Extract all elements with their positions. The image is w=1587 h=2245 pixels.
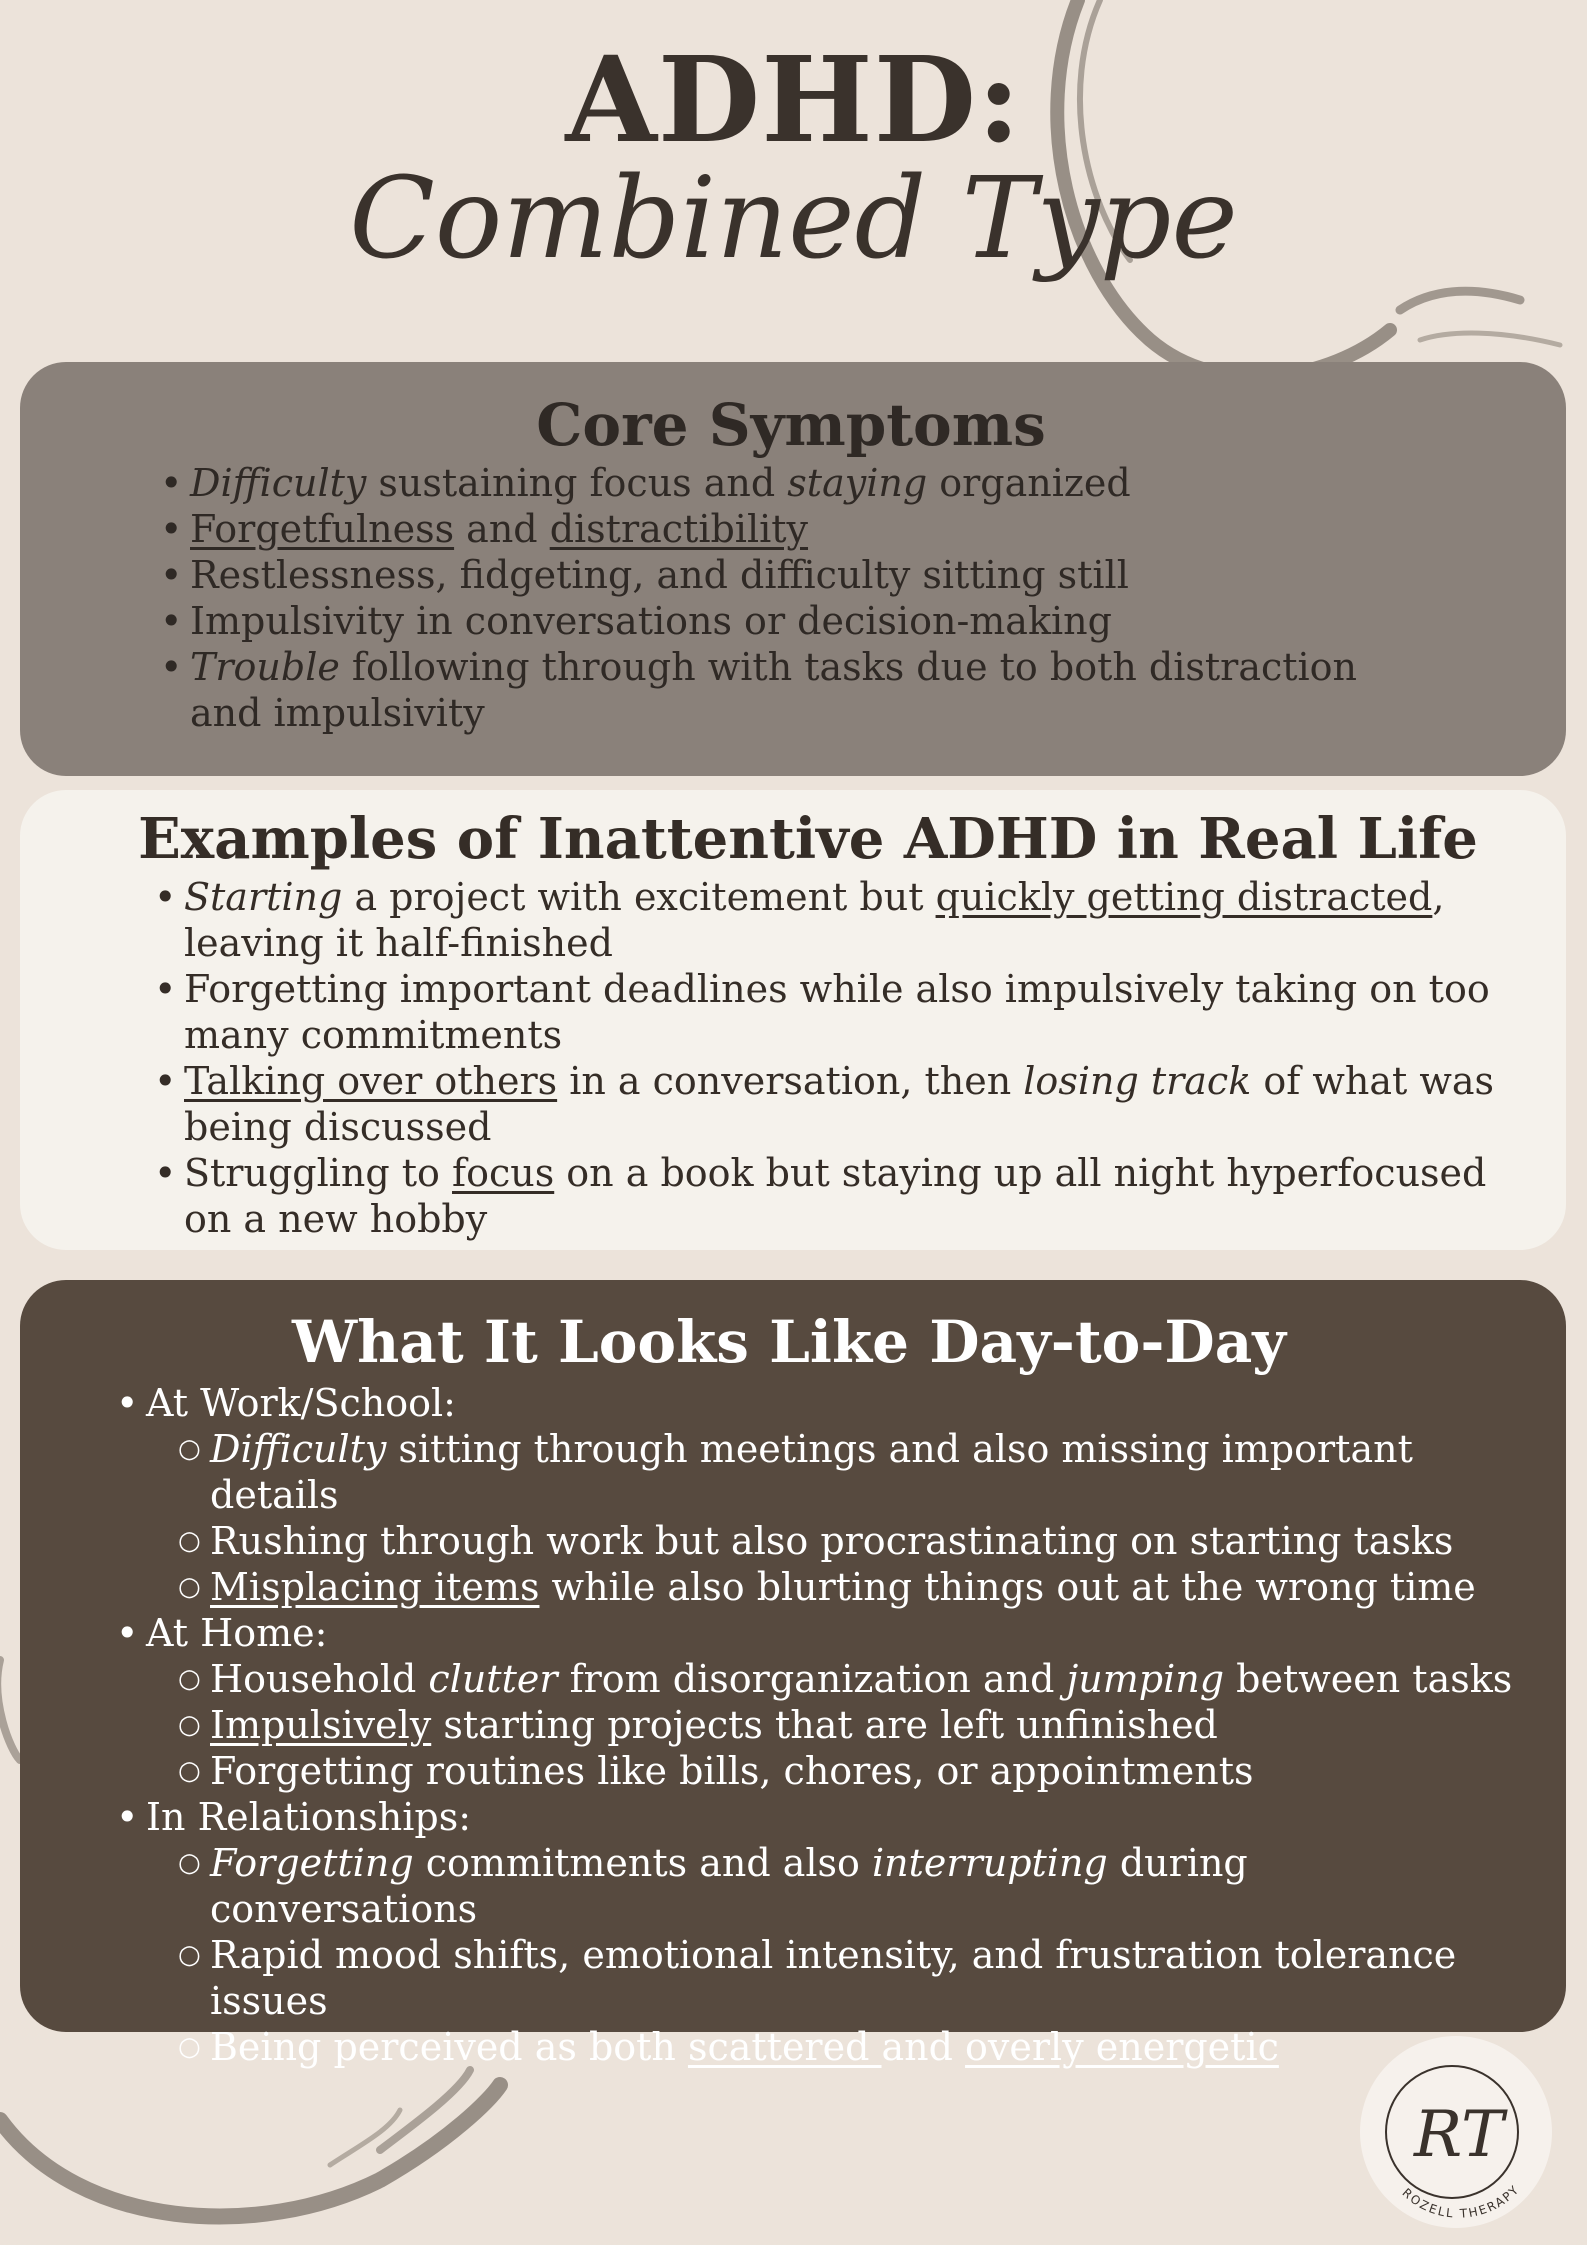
bullet: ○ <box>178 1940 201 1970</box>
item-text: Household <box>210 1657 429 1701</box>
bullet: ○ <box>178 1572 201 1602</box>
item-text: of what was being discussed <box>184 1059 1495 1149</box>
item-text: and <box>454 507 550 551</box>
underlined-text: focus <box>452 1151 555 1195</box>
core-symptoms-heading: Core Symptoms <box>536 391 1046 459</box>
italic-text: Difficulty <box>210 1427 387 1471</box>
item-text: organized <box>927 461 1131 505</box>
bullet: ○ <box>178 1434 201 1464</box>
item-text: starting projects that are left unfinished <box>431 1703 1218 1747</box>
section-relationships <box>112 1794 1526 2070</box>
logo-mark <box>1356 2032 1556 2232</box>
section-label: In Relationships: <box>146 1795 472 1839</box>
underlined-text: scattered <box>687 2025 882 2069</box>
item-text: from disorganization and <box>557 1657 1067 1701</box>
bullet: • <box>154 1059 177 1103</box>
list-item <box>112 1426 1526 1518</box>
bullet: ○ <box>178 1526 201 1556</box>
list-item <box>150 874 1496 966</box>
italic-text: Forgetting <box>210 1841 414 1885</box>
item-text: Rapid mood shifts, emotional intensity, and frustration tolerance issues <box>210 1933 1457 2023</box>
list-item <box>112 1518 1526 1564</box>
item-text: Impulsivity in conversations or decision-making <box>190 599 1112 643</box>
bullet: ○ <box>178 1756 201 1786</box>
section-label: At Work/School: <box>146 1381 456 1425</box>
item-text: Rushing through work but also procrastinating on starting tasks <box>210 1519 1454 1563</box>
core-symptoms-card <box>20 362 1566 776</box>
bullet: • <box>160 507 183 551</box>
examples-heading: Examples of Inattentive ADHD in Real Life <box>138 806 1478 872</box>
bullet: ○ <box>178 1664 201 1694</box>
home-list <box>112 1656 1526 1794</box>
rozell-therapy-logo <box>1356 2032 1556 2232</box>
bullet: • <box>116 1795 139 1839</box>
item-text: and <box>881 2025 966 2069</box>
item-text: following through with tasks due to both distraction and impulsivity <box>190 645 1358 735</box>
underlined-text: Misplacing items <box>210 1565 540 1609</box>
examples-card <box>20 790 1566 1250</box>
italic-text: Starting <box>184 875 343 919</box>
italic-text: interrupting <box>872 1841 1108 1885</box>
page-title <box>0 30 1587 284</box>
list-item <box>112 1840 1526 1932</box>
work-school-list <box>112 1426 1526 1610</box>
item-text: while also blurting things out at the wrong time <box>539 1565 1476 1609</box>
italic-text: Difficulty <box>190 461 367 505</box>
underlined-text: Impulsively <box>210 1703 432 1747</box>
list-item <box>156 644 1426 736</box>
bullet: • <box>116 1611 139 1655</box>
item-text: in a conversation, then <box>557 1059 1024 1103</box>
bullet: • <box>154 967 177 1011</box>
section-work-school <box>112 1380 1526 1610</box>
bullet: • <box>154 875 177 919</box>
bullet: • <box>154 1151 177 1195</box>
underlined-text: quickly getting distracted <box>935 875 1433 919</box>
list-item <box>112 1932 1526 2024</box>
list-item <box>112 1702 1526 1748</box>
underlined-text: Talking over others <box>184 1059 558 1103</box>
italic-text: Trouble <box>190 645 340 689</box>
list-item <box>156 552 1426 598</box>
item-text: sitting through meetings and also missing important details <box>210 1427 1413 1517</box>
bullet: • <box>116 1381 139 1425</box>
core-symptoms-list <box>156 460 1426 736</box>
italic-text: jumping <box>1066 1657 1225 1701</box>
italic-text: clutter <box>428 1657 558 1701</box>
list-item <box>112 1748 1526 1794</box>
item-text: Forgetting important deadlines while also impulsively taking on too many commitments <box>184 967 1490 1057</box>
list-item <box>156 506 1426 552</box>
relationships-list <box>112 1840 1526 2070</box>
list-item <box>156 598 1426 644</box>
item-text: on a book but staying up all night hyperfocused on a new hobby <box>184 1151 1487 1241</box>
item-text: Forgetting routines like bills, chores, or appointments <box>210 1749 1254 1793</box>
bullet: ○ <box>178 1710 201 1740</box>
item-text: between tasks <box>1224 1657 1513 1701</box>
bullet: • <box>160 461 183 505</box>
item-text: during conversations <box>210 1841 1248 1931</box>
item-text: a project with excitement but <box>342 875 936 919</box>
item-text: Being perceived as both <box>210 2025 688 2069</box>
underlined-text: distractibility <box>549 507 809 551</box>
item-text: , leaving it half-finished <box>184 875 1445 965</box>
bullet: • <box>160 645 183 689</box>
item-text: Struggling to <box>184 1151 453 1195</box>
list-item <box>150 1150 1496 1242</box>
section-home <box>112 1610 1526 1794</box>
list-item <box>156 460 1426 506</box>
italic-text: staying <box>787 461 928 505</box>
title-main: ADHD: <box>565 30 1022 169</box>
item-text: sustaining focus and <box>366 461 788 505</box>
logo-name: ROZELL THERAPY <box>1399 2181 1523 2221</box>
bullet: • <box>160 553 183 597</box>
item-text: commitments and also <box>413 1841 873 1885</box>
logo-initials: RT <box>1414 2098 1504 2172</box>
bullet: • <box>160 599 183 643</box>
item-text: Restlessness, fidgeting, and difficulty sitting still <box>190 553 1129 597</box>
underlined-text: overly energetic <box>965 2025 1279 2069</box>
list-item <box>112 1564 1526 1610</box>
list-item <box>150 1058 1496 1150</box>
examples-list <box>150 874 1496 1242</box>
list-item <box>112 2024 1526 2070</box>
bullet: ○ <box>178 2032 201 2062</box>
bullet: ○ <box>178 1848 201 1878</box>
italic-text: losing track <box>1023 1059 1252 1103</box>
list-item <box>112 1656 1526 1702</box>
section-label: At Home: <box>146 1611 328 1655</box>
title-subtitle: Combined Type <box>349 154 1238 284</box>
list-item <box>150 966 1496 1058</box>
day-to-day-heading: What It Looks Like Day-to-Day <box>291 1308 1287 1376</box>
underlined-text: Forgetfulness <box>190 507 455 551</box>
day-to-day-card <box>20 1280 1566 2069</box>
